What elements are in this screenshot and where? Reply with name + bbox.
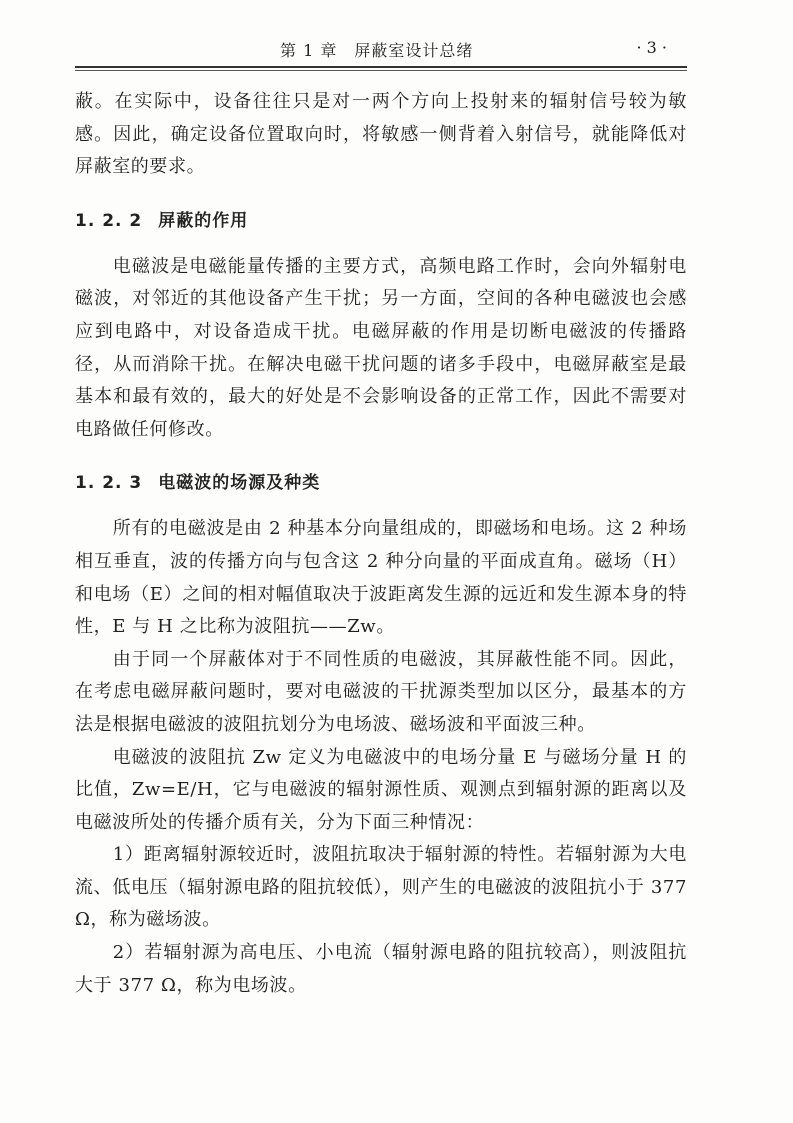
section-title: 屏蔽的作用: [158, 210, 249, 231]
list-item: 1）距离辐射源较近时，波阻抗取决于辐射源的特性。若辐射源为大电流、低电压（辐射源电路的阻抗较低），则产生的电磁波的波阻抗小于 377 Ω，称为磁场波。: [75, 844, 687, 931]
section-number: 1. 2. 2: [75, 210, 143, 231]
paragraph: 电磁波是电磁能量传播的主要方式，高频电路工作时，会向外辐射电磁波，对邻近的其他设备产生干扰；另一方面，空间的各种电磁波也会感应到电路中，对设备造成干扰。电磁屏蔽的作用是切断电磁波的传播路径，从而消除干扰。在解决电磁干扰问题的诸多手段中，电磁屏蔽室是最基本和最有效的，最大的好处是不会影响设备的正常工作，因此不需要对电路做任何修改。: [75, 255, 687, 440]
header-chapter-title: 第 1 章 屏蔽室设计总绪: [280, 41, 474, 60]
section-heading-1-2-3: [75, 468, 687, 493]
header-rule-thin: [75, 70, 687, 71]
paragraph: 由于同一个屏蔽体对于不同性质的电磁波，其屏蔽性能不同。因此，在考虑电磁屏蔽问题时，要对电磁波的干扰源类型加以区分，最基本的方法是根据电磁波的波阻抗划分为电场波、磁场波和平面波三种。: [75, 648, 687, 735]
section-title: 电磁波的场源及种类: [158, 473, 321, 494]
paragraph: 电磁波的波阻抗 Zw 定义为电磁波中的电场分量 E 与磁场分量 H 的比值，Zw=E/H，它与电磁波的辐射源性质、观测点到辐射源的距离以及电磁波所处的传播介质有关，分为下面三种情况：: [75, 746, 687, 833]
list-item: 2）若辐射源为高电压、小电流（辐射源电路的阻抗较高），则波阻抗大于 377 Ω，称为电场波。: [75, 942, 687, 996]
section-number: 1. 2. 3: [75, 473, 143, 494]
header-rule-thick: [75, 66, 687, 68]
header-page-number: · 3 ·: [636, 38, 667, 57]
running-header: [75, 36, 687, 66]
paragraph: 所有的电磁波是由 2 种基本分向量组成的，即磁场和电场。这 2 种场相互垂直，波的传播方向与包含这 2 种分向量的平面成直角。磁场（H）和电场（E）之间的相对幅值取决于波距离发生源的远近和发生源本身的特性，E 与 H 之比称为波阻抗——Zw。: [75, 518, 687, 638]
body-text: [75, 86, 687, 1002]
paragraph-continued: 蔽。在实际中，设备往往只是对一两个方向上投射来的辐射信号较为敏感。因此，确定设备位置取向时，将敏感一侧背着入射信号，就能降低对屏蔽室的要求。: [75, 91, 687, 178]
section-heading-1-2-2: [75, 206, 687, 231]
